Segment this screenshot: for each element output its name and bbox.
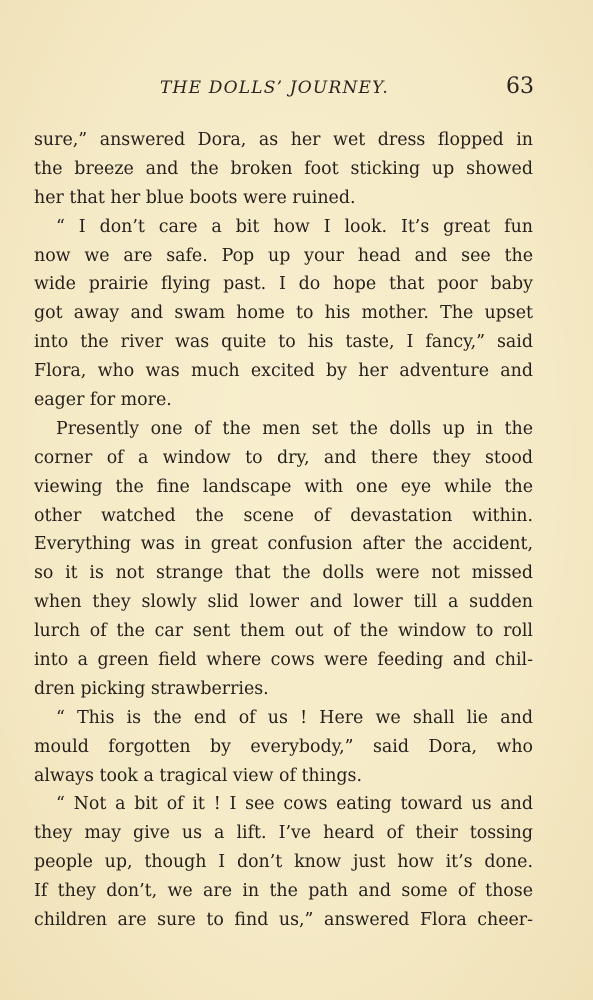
text-line: eager for more.	[34, 390, 172, 411]
text-line: Presently one of the men set the dolls up in the	[56, 418, 533, 439]
text-line: “ This is the end of us ! Here we shall lie and	[56, 707, 533, 728]
text-line: mould forgotten by everybody,” said Dora, who	[34, 736, 533, 757]
text-line: other watched the scene of devastation within.	[34, 505, 533, 526]
text-line: “ I don’t care a bit how I look. It’s great fun	[56, 216, 533, 237]
text-line: the breeze and the broken foot sticking up showed	[34, 158, 533, 179]
text-line: Everything was in great confusion after the accident,	[34, 534, 533, 555]
text-line: lurch of the car sent them out of the window to roll	[34, 621, 533, 642]
text-line: into a green field where cows were feeding and chil-	[34, 650, 533, 671]
text-line: Flora, who was much excited by her adventure and	[34, 361, 533, 382]
text-line: viewing the fine landscape with one eye while the	[34, 476, 533, 497]
text-line: corner of a window to dry, and there they stood	[34, 447, 533, 468]
text-line: they may give us a lift. I’ve heard of their tossing	[34, 823, 533, 844]
text-line: when they slowly slid lower and lower till a sudden	[34, 592, 533, 613]
page-number: 63	[506, 74, 534, 99]
text-line: now we are safe. Pop up your head and see the	[34, 245, 533, 266]
running-head	[34, 74, 534, 106]
text-line: always took a tragical view of things.	[34, 765, 362, 786]
text-line: dren picking strawberries.	[34, 678, 269, 699]
body-text	[34, 126, 533, 935]
text-line: into the river was quite to his taste, I fancy,” said	[34, 332, 533, 353]
text-line: “ Not a bit of it ! I see cows eating toward us and	[56, 794, 533, 815]
text-line: wide prairie flying past. I do hope that poor baby	[34, 274, 533, 295]
text-line: children are sure to find us,” answered Flora cheer-	[34, 910, 533, 931]
running-head-title: THE DOLLS’ JOURNEY.	[160, 78, 389, 98]
text-line: If they don’t, we are in the path and some of those	[34, 881, 533, 902]
text-line: people up, though I don’t know just how it’s done.	[34, 852, 533, 873]
text-line: her that her blue boots were ruined.	[34, 187, 356, 208]
text-line: got away and swam home to his mother. The upset	[34, 303, 533, 324]
text-line: sure,” answered Dora, as her wet dress flopped in	[34, 130, 533, 150]
text-line: so it is not strange that the dolls were not missed	[34, 563, 533, 584]
